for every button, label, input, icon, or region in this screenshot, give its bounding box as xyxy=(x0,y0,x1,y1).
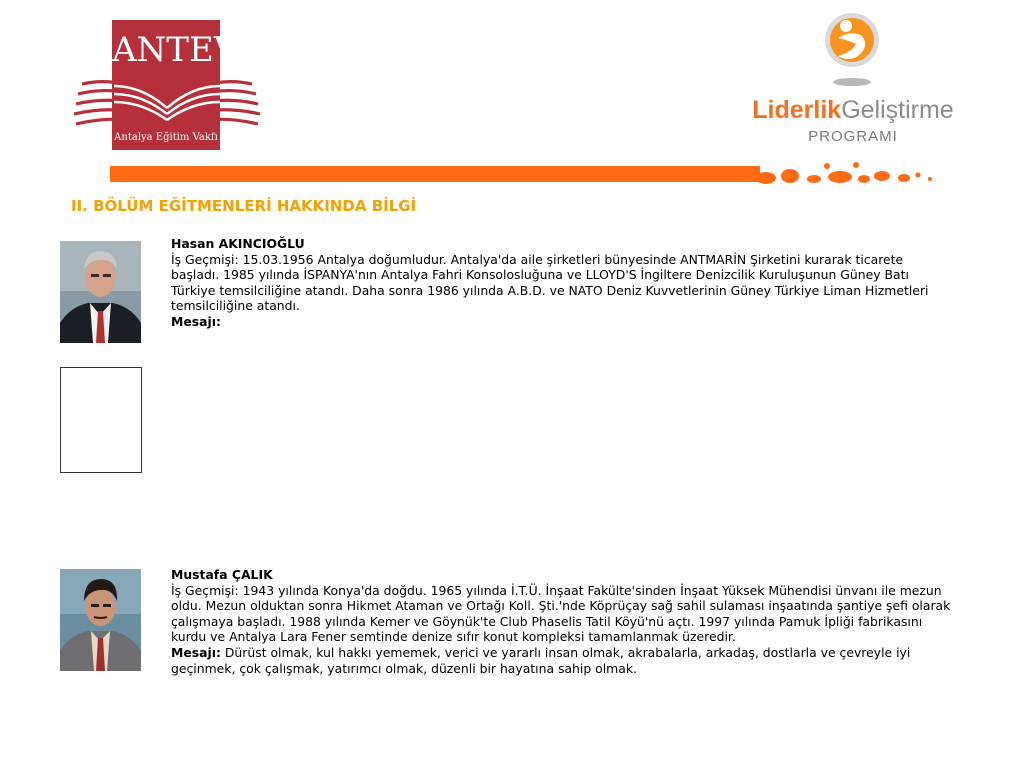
history-label: İş Geçmişi: xyxy=(171,251,239,267)
liderlik-logo xyxy=(742,12,972,152)
trainer-photo xyxy=(60,241,141,343)
trainer-bio xyxy=(171,567,953,676)
message-label: Mesajı: xyxy=(171,644,221,660)
trainer-message xyxy=(171,645,953,676)
orange-divider xyxy=(110,166,760,182)
liderlik-logo-program: PROGRAMI xyxy=(808,128,898,145)
gelistirme-word: Geliştirme xyxy=(841,96,954,124)
trainer-bio xyxy=(171,236,953,330)
history-text: 15.03.1956 Antalya doğumludur. Antalya'da aile şirketleri bünyesinde ANTMARİN Şirketini kurarak ticarete başladı. 1985 yılında İSPANYA'nın Antalya Fahri Konsolosluğuna ve LLOYD'S İngiltere Denizcilik Kuruluşunun Güney Batı Türkiye temsilciliğine atandı. Daha sonra 1986 yılında A.B.D. ve NATO Deniz Kuvvetlerinin Güney Türkiye Liman Hizmetleri temsilciliğine atandı. xyxy=(171,251,929,314)
trainer-history xyxy=(171,583,953,645)
history-text: 1943 yılında Konya'da doğdu. 1965 yılında İ.T.Ü. İnşaat Fakülte'sinden İnşaat Yüksek Mühendisi ünvanı ile mezun oldu. Mezun olduktan sonra Hikmet Ataman ve Ortağı Koll. Şti.'nde Köprüçay sağ sahil sulaması inşaatında şantiye şefi olarak çalışmaya başladı. 1988 yılında Kemer ve Göynük'te Club Phaselis Tatil Köyü'nü açtı. 1997 yılında Pamuk İpliği fabrikasını kurdu ve Antalya Lara Fener semtinde denize sıfır konut kompleksi tamamlanmak üzeredir. xyxy=(171,582,951,645)
trainer-photo xyxy=(60,569,141,671)
liderlik-word: Liderlik xyxy=(752,96,842,124)
antev-logo xyxy=(72,20,262,154)
section-title: II. BÖLÜM EĞİTMENLERİ HAKKINDA BİLGİ xyxy=(71,197,417,215)
trainer-name: Hasan AKINCIOĞLU xyxy=(171,236,305,251)
message-label: Mesajı: xyxy=(171,313,221,329)
trainer-history xyxy=(171,252,953,314)
trainer-name: Mustafa ÇALIK xyxy=(171,567,273,582)
message-text: Dürüst olmak, kul hakkı yememek, verici ve yararlı insan olmak, akrabalarla, arkadaş, dostlarla ve çevreyle iyi geçinmek, çok çalışmak, yatırımcı olmak, düzenli bir hayatına sahip olmak. xyxy=(171,644,911,676)
person-circle-icon xyxy=(822,12,882,92)
liderlik-logo-wordmark xyxy=(742,96,964,125)
decorative-dots xyxy=(752,160,942,186)
antev-logo-subtitle: Antalya Eğitim Vakfı xyxy=(114,132,218,143)
history-label: İş Geçmişi: xyxy=(171,582,239,598)
trainer-message xyxy=(171,314,953,330)
antev-logo-title: ANTEV xyxy=(112,30,239,70)
empty-photo-frame xyxy=(60,367,142,473)
